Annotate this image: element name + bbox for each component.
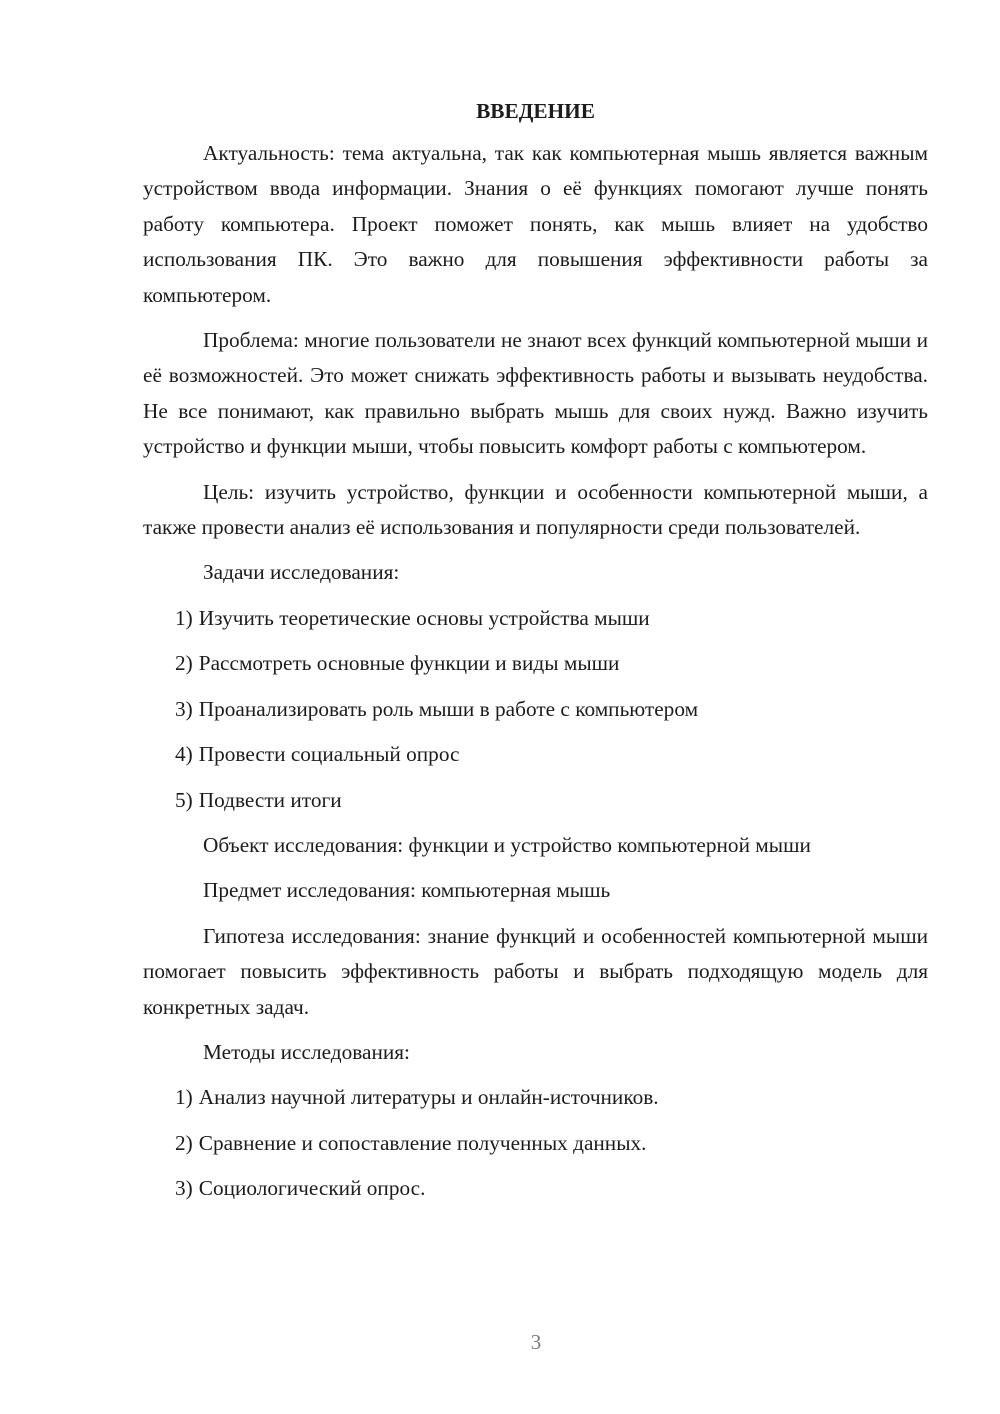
hypothesis-paragraph: Гипотеза исследования: знание функций и особенностей компьютерной мыши помогает повысить эффективность работы и выбрать подходящую модель для конкретных задач. <box>143 923 928 1019</box>
task-item-text: Провести социальный опрос <box>198 742 460 767</box>
page-content <box>143 96 928 1217</box>
task-item-number: 1) <box>175 605 193 630</box>
task-item-2 <box>143 646 928 681</box>
tasks-heading: Задачи исследования: <box>203 560 400 585</box>
task-item-1 <box>143 601 928 636</box>
goal-paragraph: Цель: изучить устройство, функции и особенности компьютерной мыши, а также провести анализ её использования и популярности среди пользователей. <box>143 479 928 540</box>
problem-paragraph: Проблема: многие пользователи не знают всех функций компьютерной мыши и её возможностей. Это может снижать эффективность работы и вызывать неудобства. Не все понимают, как правильно выбрать мышь для своих нужд. Важно изучить устройство и функции мыши, чтобы повысить комфорт работы с компьютером. <box>143 328 928 459</box>
method-item-3 <box>143 1171 928 1206</box>
task-item-text: Проанализировать роль мыши в работе с компьютером <box>198 696 699 721</box>
method-item-text: Социологический опрос. <box>198 1176 426 1201</box>
task-item-5 <box>143 783 928 818</box>
research-subject: Предмет исследования: компьютерная мышь <box>203 878 611 903</box>
method-item-1 <box>143 1080 928 1115</box>
methods-heading: Методы исследования: <box>203 1039 410 1064</box>
task-item-text: Подвести итоги <box>198 787 342 812</box>
method-item-text: Анализ научной литературы и онлайн-источников. <box>198 1085 659 1110</box>
method-item-number: 2) <box>175 1130 193 1155</box>
method-item-number: 1) <box>175 1085 193 1110</box>
task-item-number: 5) <box>175 787 193 812</box>
method-item-2 <box>143 1126 928 1161</box>
research-object: Объект исследования: функции и устройство компьютерной мыши <box>203 832 811 857</box>
page-number: 3 <box>530 1330 542 1354</box>
task-item-text: Изучить теоретические основы устройства мыши <box>198 605 650 630</box>
method-item-text: Сравнение и сопоставление полученных данных. <box>198 1130 647 1155</box>
method-item-number: 3) <box>175 1176 193 1201</box>
task-item-4 <box>143 737 928 772</box>
task-item-number: 3) <box>175 696 193 721</box>
task-item-number: 4) <box>175 742 193 767</box>
task-item-3 <box>143 692 928 727</box>
page-title: ВВЕДЕНИЕ <box>476 99 595 123</box>
relevance-paragraph: Актуальность: тема актуальна, так как компьютерная мышь является важным устройством ввода информации. Знания о её функциях помогают лучше понять работу компьютера. Проект поможет понять, как мышь влияет на удобство использования ПК. Это важно для повышения эффективности работы за компьютером. <box>143 141 928 307</box>
task-item-text: Рассмотреть основные функции и виды мыши <box>198 651 620 676</box>
task-item-number: 2) <box>175 651 193 676</box>
